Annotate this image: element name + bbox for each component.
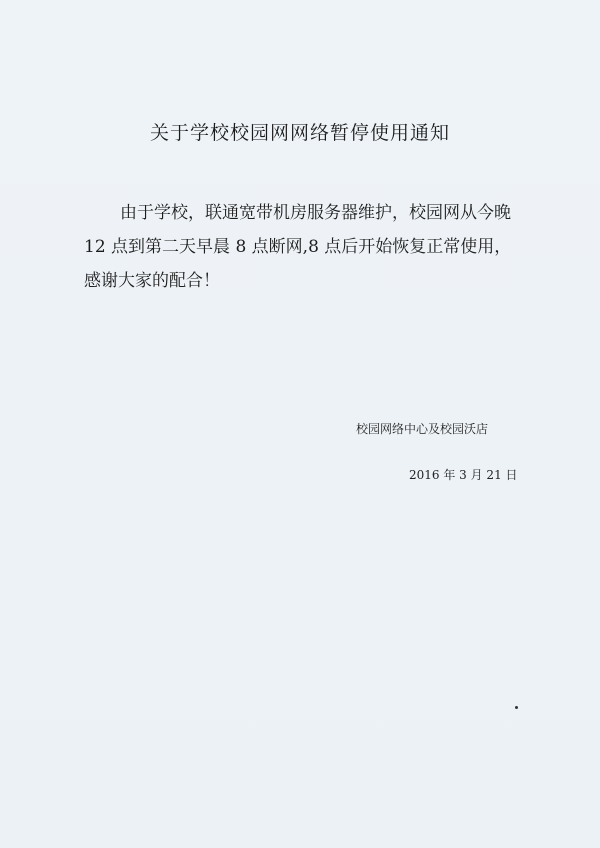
notice-body: 由于学校，联通宽带机房服务器维护，校园网从今晚 12 点到第二天早晨 8 点断网,8 点后开始恢复正常使用，感谢大家的配合！ bbox=[84, 203, 512, 291]
notice-date: 2016 年 3 月 21 日 bbox=[409, 468, 518, 482]
notice-signature: 校园网络中心及校园沃店 bbox=[356, 422, 489, 436]
paper-speck bbox=[515, 706, 518, 709]
notice-title: 关于学校校园网网络暂停使用通知 bbox=[149, 122, 450, 144]
